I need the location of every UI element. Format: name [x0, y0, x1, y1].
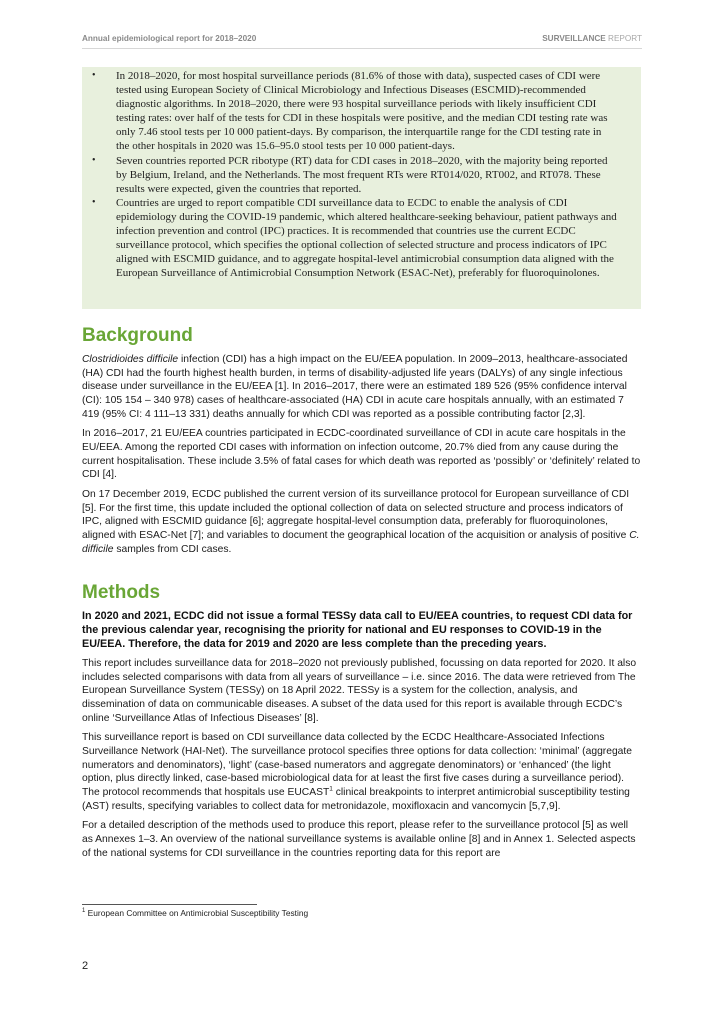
methods-heading: Methods: [82, 582, 161, 603]
background-section: [82, 325, 641, 562]
header-section-label: [542, 34, 642, 43]
background-paragraph-3: [82, 488, 641, 556]
footnote: [82, 908, 308, 918]
key-facts-list: [116, 69, 617, 280]
methods-paragraph-3: For a detailed description of the methods used to produce this report, please refer to the surveillance protocol [5] as well as Annexes 1–3. An overview of the national surveillance systems is available online [8] and in Annex 1. Selected aspects of the national systems for CDI surveillance in the countries reporting data for this report are: [82, 820, 636, 859]
background-paragraph-3-text: On 17 December 2019, ECDC published the current version of its surveillance protocol for European surveillance of CDI [5]. For the first time, this update included the optional collection of data on selected structure and process indicators of IPC, aligned with ESCMID guidance [6]; aggregate hospital-level consumption data, preferably for fluoroquinolones, aligned with ESAC-Net [7]; and variables to document the geographical location of the acquisition or analysis of positive: [82, 488, 630, 541]
methods-paragraph-2-end: clinical breakpoints to interpret antimicrobial susceptibility testing (AST) results, specifying variables to collect data for metronidazole, moxifloxacin and vancomycin [5,7,9].: [82, 786, 630, 812]
methods-section: [82, 582, 641, 866]
background-paragraph-1-text: infection (CDI) has a high impact on the EU/EEA population. In 2009–2013, healthcare-associated (HA) CDI had the fourth highest health burden, in terms of disability-adjusted life years (DALYs) of any single infectious disease under surveillance in the EU/EEA [1]. In 2016–2017, there were an estimated 189 526 (95% confidence interval (CI): 105 154 – 340 978) cases of healthcare-associated (HA) CDI in acute care hospitals annually, with an estimated 7 419 (95% CI: 4 111–13 331) deaths annually for which CDI was reported as a possible contributing factor [2,3].: [82, 354, 628, 420]
key-fact-item: • Seven countries reported PCR ribotype (RT) data for CDI cases in 2018–2020, with the majority being reported by Belgium, Ireland, and the Netherlands. The most frequent RTs were RT014/020, RT002, and RT078. These results were expected, given the countries that reported.: [116, 154, 617, 196]
species-abbrev: C. difficile: [82, 529, 640, 555]
methods-paragraph-1: This report includes surveillance data for 2018–2020 not previously published, focussing on data reported for 2020. It also includes selected comparisons with data from all years of surveillance – i.e. since 2016. The data were retrieved from The European Surveillance System (TESSy) on 18 April 2022. TESSy is a system for the collection, analysis, and dissemination of data on communicable diseases. A subset of the data used for this report is available through ECDC’s online ‘Surveillance Atlas of Infectious Diseases’ [8].: [82, 658, 637, 724]
key-facts-box: [82, 67, 641, 309]
background-paragraph-3-end: samples from CDI cases.: [113, 543, 232, 555]
footnote-divider: [82, 904, 257, 905]
background-paragraph-1: [82, 353, 641, 421]
footnote-ref[interactable]: 1: [329, 785, 333, 793]
background-heading: Background: [82, 325, 193, 346]
footnote-text: European Committee on Antimicrobial Susceptibility Testing: [85, 908, 309, 918]
header-report-title: Annual epidemiological report for 2018–2020: [82, 34, 257, 43]
running-header: [82, 34, 642, 49]
background-paragraph-2: In 2016–2017, 21 EU/EEA countries participated in ECDC-coordinated surveillance of CDI in acute care hospitals in the EU/EEA. Among the reported CDI cases with information on infection outcome, 20.7% died from any cause during the current hospitalisation. These include 3.5% of fatal cases for which death was reported as ‘possibly’ or ‘definitely’ related to CDI [4].: [82, 428, 641, 481]
key-fact-item: • In 2018–2020, for most hospital surveillance periods (81.6% of those with data), suspected cases of CDI were tested using European Society of Clinical Microbiology and Infectious Diseases (ESCMID)-recommended diagnostic algorithms. In 2018–2020, there were 93 hospital surveillance periods with likely insufficient CDI testing rates: over half of the tests for CDI in these hospitals were positive, and the median CDI testing rate was only 7.46 stool tests per 10 000 patient-days. By comparison, the interquartile range for the CDI testing rate in the other hospitals in 2020 was 15.6–95.0 stool tests per 10 000 patient-days.: [116, 69, 617, 154]
page-number: 2: [82, 960, 89, 972]
methods-notice: In 2020 and 2021, ECDC did not issue a formal TESSy data call to EU/EEA countries, to request CDI data for the previous calendar year, recognising the priority for national and EU responses to COVID-19 in the EU/EEA. Therefore, the data for 2019 and 2020 are less complete than the preceding years.: [82, 610, 633, 650]
header-surveillance: SURVEILLANCE: [542, 34, 606, 43]
methods-paragraph-2: [82, 731, 641, 813]
key-fact-item: • Countries are urged to report compatible CDI surveillance data to ECDC to enable the analysis of CDI epidemiology during the COVID-19 pandemic, which altered healthcare-seeking behaviour, patient pathways and infection prevention and control (IPC) practices. It is recommended that countries use the current ECDC surveillance protocol, which specifies the optional collection of selected structure and process indicators of IPC aligned with ESCMID guidance, and to aggregate hospital-level antimicrobial consumption data aligned with the European Surveillance of Antimicrobial Consumption Network (ESAC-Net), preferably for fluoroquinolones.: [116, 196, 617, 281]
species-name: Clostridioides difficile: [82, 354, 179, 365]
footnote-mark: 1: [82, 908, 86, 915]
methods-paragraph-2-text: This surveillance report is based on CDI surveillance data collected by the ECDC Healthcare-Associated Infections Surveillance Network (HAI-Net). The surveillance protocol specifies three options for data collection: ‘minimal’ (aggregate numerators and denominators), ‘light’ (case-based numerators and aggregate denominators) or ‘enhanced’ (the light option, plus directly linked, case-based microbiological data for at least the first five cases during a surveillance period). The protocol recommends that hospitals use EUCAST: [82, 732, 632, 798]
header-report: REPORT: [605, 34, 642, 43]
